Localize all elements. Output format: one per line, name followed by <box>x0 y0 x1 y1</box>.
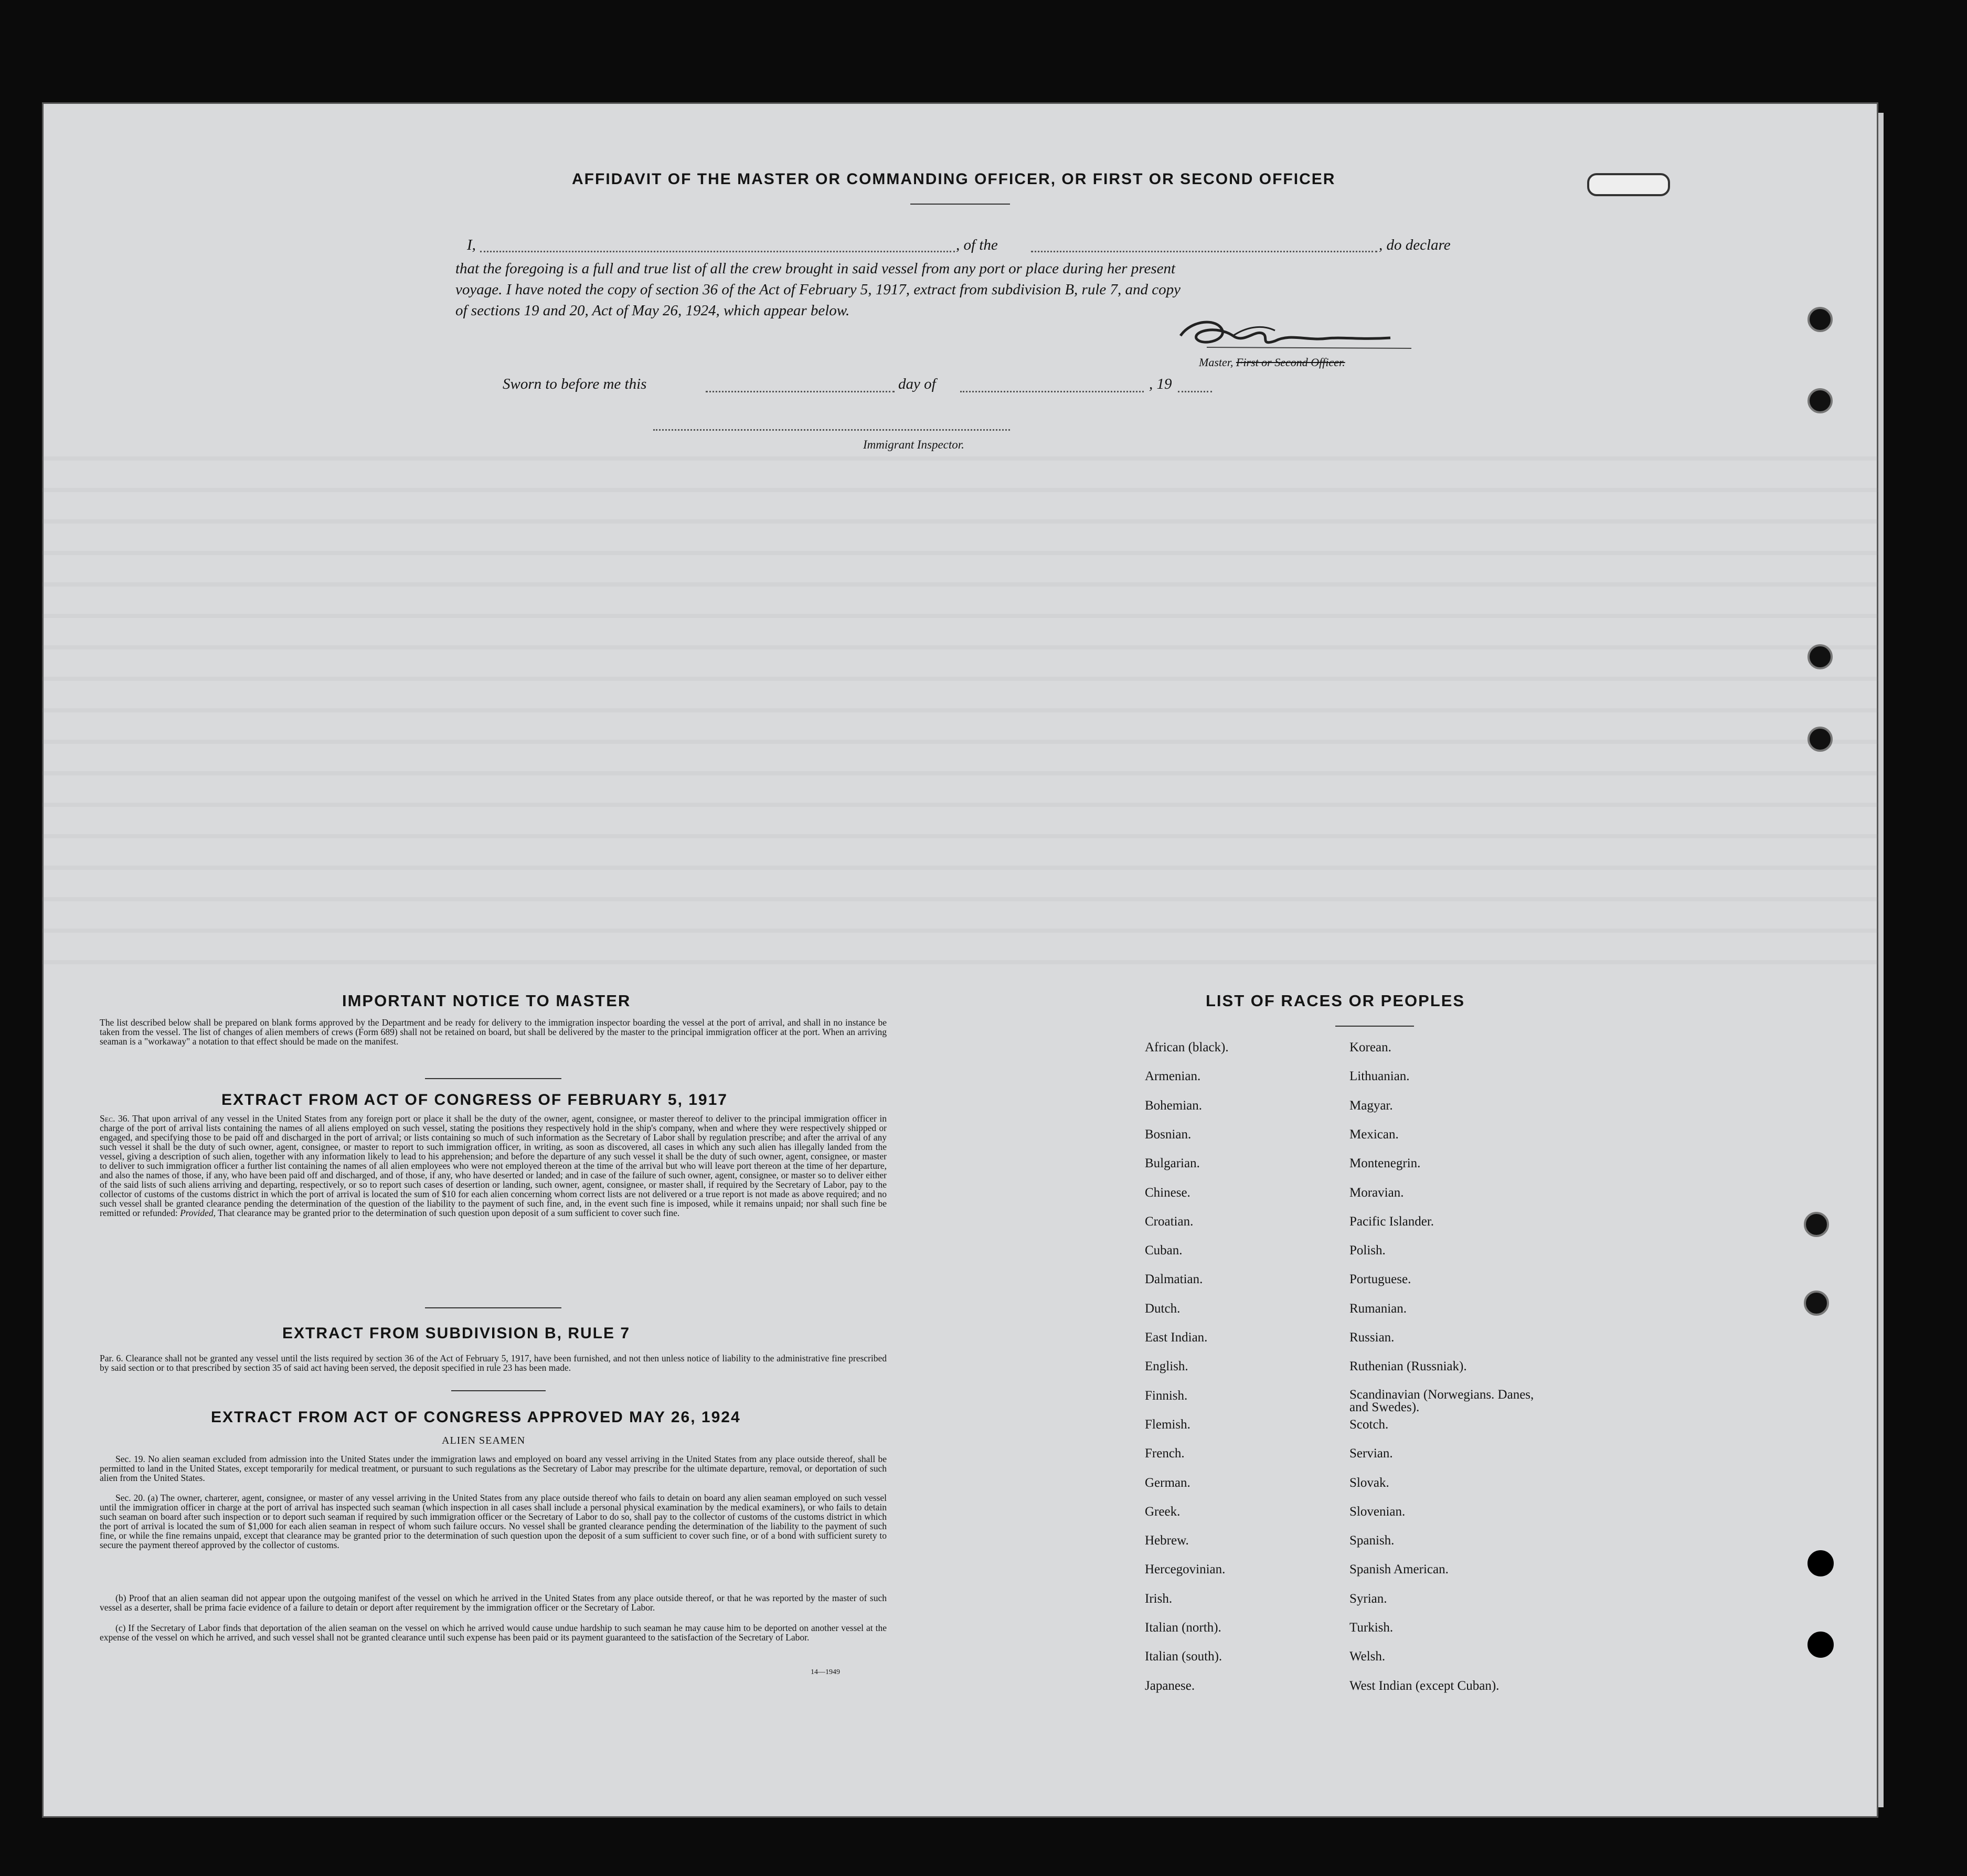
extract-1917-sec-label: Sec. 36. <box>100 1113 130 1124</box>
vessel-blank[interactable] <box>1031 251 1377 252</box>
signature-caption-struck: First or Second Officer. <box>1236 356 1345 369</box>
race-item: African (black). <box>1145 1040 1229 1054</box>
inspector-caption: Immigrant Inspector. <box>863 438 964 451</box>
notice-body: The list described below shall be prepared on blank forms approved by the Department and be ready for delivery to the immigration inspector boarding the vessel at the port of arrival, and shall in no instance be taken from the vessel. The list of changes of alien members of crews (Form 689) shall not be retained on board, but shall be delivered by the master to the principal immigration officer at the port. When an arriving seaman is a "workaway" a notation to that effect should be made on the manifest. <box>100 1017 887 1047</box>
signature-caption <box>1199 356 1345 369</box>
name-blank[interactable] <box>480 251 955 252</box>
race-item: Syrian. <box>1349 1591 1387 1606</box>
race-item: Flemish. <box>1145 1417 1190 1432</box>
race-item: Chinese. <box>1145 1185 1190 1200</box>
punch-hole <box>1807 644 1833 669</box>
punch-hole <box>1807 388 1833 413</box>
race-item: West Indian (except Cuban). <box>1349 1678 1500 1693</box>
extract-1924-title: EXTRACT FROM ACT OF CONGRESS APPROVED MAY 26, 1924 <box>211 1409 741 1426</box>
punch-hole <box>1804 1291 1829 1316</box>
affidavit-i-label: I, <box>467 237 476 253</box>
race-item: Mexican. <box>1349 1127 1399 1142</box>
race-item: French. <box>1145 1446 1185 1461</box>
punch-hole <box>1804 1212 1829 1237</box>
affidavit-line-2: voyage. I have noted the copy of section 36 of the Act of February 5, 1917, extract from subdivision B, rule 7, and copy <box>455 281 1181 298</box>
race-item: Armenian. <box>1145 1069 1201 1084</box>
sworn-month-blank[interactable] <box>960 391 1144 392</box>
race-item: Croatian. <box>1145 1214 1194 1229</box>
race-item: Finnish. <box>1145 1388 1188 1403</box>
affidavit-line-3: of sections 19 and 20, Act of May 26, 1924, which appear below. <box>455 302 850 319</box>
race-item: Moravian. <box>1349 1185 1404 1200</box>
races-title: LIST OF RACES OR PEOPLES <box>1206 992 1465 1010</box>
extract-1917-text: That upon arrival of any vessel in the United States from any foreign port or place it shall be the duty of the owner, agent, consignee, or master thereof to deliver to the principal immigration officer in charge of the port of arrival lists containing the names of all aliens employed on such vessel, stating the positions they respectively hold in the ship's company, when and where they were respectively shipped or engaged, and specifying those to be paid off and discharged in the port of arrival; or lists containing so much of such information as the Secretary of Labor shall by regulation prescribe; and after the arrival of any such vessel it shall be the duty of such owner, agent, consignee, or master to report to such immigration officer, in writing, as soon as discovered, all cases in which any such alien has illegally landed from the vessel, giving a description of such alien, together with any information likely to lead to his apprehension; and before the departure of any such vessel it shall be the duty of such owner, agent, consignee, or master to deliver to such immigration officer a further list containing the names of all alien employees who were not employed thereon at the time of the arrival but who will leave port thereon at the time of her departure, and also the names of those, if any, who have been paid off and discharged, and of those, if any, who have deserted or landed; and in case of the failure of such owner, agent, consignee, or master so to deliver either of the said lists of such aliens arriving and departing, respectively, or so to report such cases of desertion or landing, such owner, agent, consignee, or master shall, if required by the Secretary of Labor, pay to the collector of customs of the customs district in which the port of arrival is located the sum of $10 for each alien concerning whom correct lists are not delivered or a true report is not made as above required; and no such vessel shall be granted clearance pending the determination of the question of the liability to the payment of such fine, and, in the event such fine is imposed, while it remains unpaid; nor shall such fine be remitted or refunded: <box>100 1113 887 1218</box>
race-item: English. <box>1145 1359 1188 1374</box>
race-item: Montenegrin. <box>1349 1156 1421 1171</box>
extract-1917-title: EXTRACT FROM ACT OF CONGRESS OF FEBRUARY 5, 1917 <box>221 1091 728 1108</box>
race-item: Servian. <box>1349 1446 1393 1461</box>
signature-caption-master: Master, <box>1199 356 1234 369</box>
race-item: Irish. <box>1145 1591 1173 1606</box>
divider <box>425 1078 561 1079</box>
torn-corner-mark <box>1587 173 1670 196</box>
inspector-signature-line[interactable] <box>653 429 1010 431</box>
race-item: German. <box>1145 1475 1190 1490</box>
race-item: Hebrew. <box>1145 1533 1189 1548</box>
race-item: Dutch. <box>1145 1301 1181 1316</box>
race-item: Italian (north). <box>1145 1621 1221 1635</box>
race-item: Scotch. <box>1349 1417 1389 1432</box>
extract-1917-text-end: That clearance may be granted prior to the determination of such question upon deposit of a sum sufficient to cover such fine. <box>218 1208 680 1218</box>
race-item: Polish. <box>1349 1243 1386 1258</box>
rule-7-title: EXTRACT FROM SUBDIVISION B, RULE 7 <box>282 1325 631 1342</box>
extract-1924-sec-19: Sec. 19. No alien seaman excluded from admission into the United States under the immigration laws and employed on board any vessel arriving in the United States from any place outside thereof, shall be permitted to land in the United States, except temporarily for medical treatment, or pursuant to such regulations as the Secretary of Labor may prescribe for the ultimate departure, removal, or deportation of such alien from the United States. <box>100 1454 887 1483</box>
race-item: Dalmatian. <box>1145 1272 1203 1287</box>
race-item: Russian. <box>1349 1330 1395 1345</box>
year-blank[interactable] <box>1178 391 1212 392</box>
divider <box>910 204 1010 205</box>
race-item: Cuban. <box>1145 1243 1183 1258</box>
race-item: Pacific Islander. <box>1349 1214 1434 1229</box>
race-item: East Indian. <box>1145 1330 1208 1345</box>
race-item: Turkish. <box>1349 1621 1394 1635</box>
race-item: Slovak. <box>1349 1475 1389 1490</box>
race-item: Japanese. <box>1145 1678 1195 1693</box>
race-item: Slovenian. <box>1349 1504 1406 1519</box>
rule-7-body: Par. 6. Clearance shall not be granted any vessel until the lists required by section 36 of the Act of February 5, 1917, have been furnished, and not then unless notice of liability to the administrative fine prescribed by said section or to that prescribed by section 35 of said act having been served, the deposit specified in rule 23 has been made. <box>100 1353 887 1373</box>
race-item: Magyar. <box>1349 1098 1393 1113</box>
race-item: Scandinavian (Norwegians. Danes, and Swedes). <box>1349 1387 1534 1414</box>
affidavit-line-1: that the foregoing is a full and true list of all the crew brought in said vessel from any port or place during her present <box>455 260 1176 277</box>
extract-1924-sec-20b: (b) Proof that an alien seaman did not appear upon the outgoing manifest of the vessel on which he arrived in the United States from any place outside thereof, or that he was reported by the master of such vessel as a deserter, shall be prima facie evidence of a failure to detain or deport after requirement by the immigration officer or the Secretary of Labor. <box>100 1593 887 1613</box>
race-item: Portuguese. <box>1349 1272 1411 1287</box>
sworn-label: Sworn to before me this <box>503 376 647 392</box>
race-item: Lithuanian. <box>1349 1069 1410 1084</box>
form-number: 14—1949 <box>811 1668 840 1676</box>
affidavit-of-the-label: , of the <box>956 237 998 253</box>
race-item: Hercegovinian. <box>1145 1562 1226 1577</box>
affidavit-title: AFFIDAVIT OF THE MASTER OR COMMANDING OFFICER, OR FIRST OR SECOND OFFICER <box>572 170 1336 188</box>
race-item: Greek. <box>1145 1504 1181 1519</box>
race-item: Spanish American. <box>1349 1562 1449 1577</box>
race-item: Ruthenian (Russniak). <box>1349 1359 1467 1374</box>
punch-hole <box>1807 1632 1834 1658</box>
race-item: Bohemian. <box>1145 1098 1203 1113</box>
affidavit-declare-label: , do declare <box>1379 237 1451 253</box>
race-item: Bulgarian. <box>1145 1156 1200 1171</box>
punch-hole <box>1807 1550 1834 1576</box>
race-item: Rumanian. <box>1349 1301 1407 1316</box>
extract-1924-sec-20c: (c) If the Secretary of Labor finds that deportation of the alien seaman on the vessel on which he arrived would cause undue hardship to such seaman he may cause him to be deported on another vessel at the expense of the vessel on which he arrived, and such vessel shall not be granted clearance until such expense has been paid or its payment guaranteed to the satisfaction of the Secretary of Labor. <box>100 1623 887 1643</box>
punch-hole <box>1807 307 1833 332</box>
extract-1917-provided: Provided, <box>180 1208 216 1218</box>
day-of-label: day of <box>898 376 936 392</box>
race-item: Spanish. <box>1349 1533 1395 1548</box>
year-label: , 19 <box>1149 376 1172 392</box>
master-signature <box>1170 315 1443 357</box>
extract-1924-sec-20a: Sec. 20. (a) The owner, charterer, agent, consignee, or master of any vessel arriving in the United States from any place outside thereof who fails to detain on board any alien seaman employed on such vessel until the immigration officer in charge at the port of arrival has inspected such seaman (which inspection in all cases shall include a personal physical examination by the medical examiners), or who fails to detain such seaman on board after such inspection or to deport such seaman if required by such immigration officer or the Secretary of Labor to do so, shall pay to the collector of customs of the customs district in which the port of arrival is located the sum of $1,000 for each alien seaman in respect of whom such failure occurs. No vessel shall be granted clearance pending the determination of the liability to the payment of such fine, or while the fine remains unpaid, except that clearance may be granted prior to the determination of such question upon the deposit of a sum sufficient to cover such fine, or of a bond with sufficient surety to secure the payment thereof approved by the collector of customs. <box>100 1493 887 1550</box>
race-item: Italian (south). <box>1145 1649 1222 1664</box>
divider <box>1335 1026 1414 1027</box>
divider <box>425 1307 561 1308</box>
race-item: Korean. <box>1349 1040 1391 1054</box>
extract-1917-body <box>100 1114 887 1218</box>
race-item: Welsh. <box>1349 1649 1386 1664</box>
sworn-day-blank[interactable] <box>706 391 895 392</box>
notice-title: IMPORTANT NOTICE TO MASTER <box>342 992 631 1010</box>
divider <box>451 1390 546 1391</box>
punch-hole <box>1807 727 1833 752</box>
race-item: Bosnian. <box>1145 1127 1192 1142</box>
extract-1924-subtitle: ALIEN SEAMEN <box>442 1435 526 1446</box>
bleed-through-texture <box>42 456 1878 981</box>
